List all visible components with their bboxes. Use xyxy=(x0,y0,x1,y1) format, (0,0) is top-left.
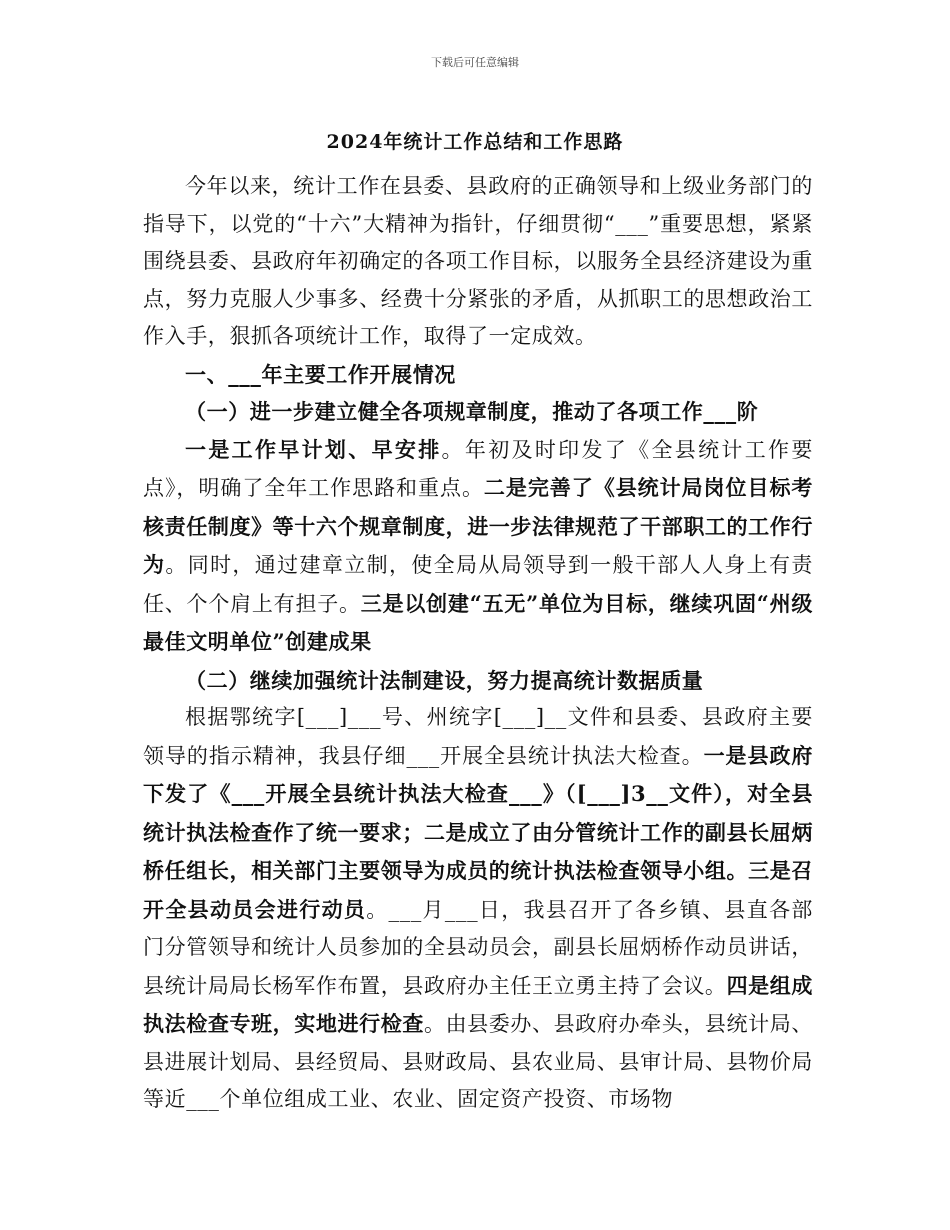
section-heading-1: 一、___年主要工作开展情况 xyxy=(185,361,456,387)
subsection-2-intro: 根据鄂统字[___]___号、州统字[___]__文件和县委、县政府主要领导的指示精神，我县仔细___开展全县统计执法大检查。 xyxy=(143,705,813,768)
subsection-2-paragraph xyxy=(143,699,813,1119)
subsection-heading-2: （二）继续加强统计法制建设，努力提高统计数据质量 xyxy=(185,667,704,693)
point-2-bold: 二是完善了《县统计局岗位目标考核责任制度》等十六个规章制度，进一步法律规范了干部职工的工作行为 xyxy=(143,475,814,577)
subsection-2-bold-a: 一是县政府下发了《___开展全县统计执法大检查___》（[___]3__文件），对全县统计执法检查作了统一要求；二是成立了由分管统计工作的副县长屈炳桥任组长，相关部门主要领导为成员的统计执法检查领导小组。三是召开全县动员会进行动员 xyxy=(143,742,813,922)
header-note: 下载后可任意编辑 xyxy=(431,56,519,69)
point-3-bold: 三是以创建“五无”单位为目标，继续巩固“州级最佳文明单位”创建成果 xyxy=(143,590,814,654)
document-title: 2024年统计工作总结和工作思路 xyxy=(326,131,624,153)
subsection-2-text-c: 。由县委办、县政府办牵头，县统计局、县进展计划局、县经贸局、县财政局、县农业局、县审计局、县物价局等近___个单位组成工业、农业、固定资产投资、市场物 xyxy=(143,1012,813,1111)
subsection-2-bold-b: 四是组成执法检查专班，实地进行检查 xyxy=(143,972,814,1036)
point-2-text: 。同时，通过建章立制，使全局从局领导到一般干部人人身上有责任、个个肩上有担子。 xyxy=(143,553,813,616)
point-1-text: 。年初及时印发了《全县统计工作要点》，明确了全年工作思路和重点。 xyxy=(143,437,813,500)
intro-paragraph: 今年以来，统计工作在县委、县政府的正确领导和上级业务部门的指导下，以党的“十六”大精神为指针，仔细贯彻“___”重要思想，紧紧围绕县委、县政府年初确定的各项工作目标，以服务全县经济建设为重点，努力克服人少事多、经费十分紧张的矛盾，从抓职工的思想政治工作入手，狠抓各项统计工作，取得了一定成效。 xyxy=(143,174,813,348)
subsection-2-text-b: 。___月___日，我县召开了各乡镇、县直各部门分管领导和统计人员参加的全县动员会，副县长屈炳桥作动员讲话，县统计局局长杨军作布置，县政府办主任王立勇主持了会议。 xyxy=(143,897,813,998)
document-body xyxy=(143,168,813,1119)
point-1-bold: 一是工作早计划、早安排 xyxy=(185,436,442,462)
subsection-1-paragraph xyxy=(143,431,813,662)
subsection-heading-1: （一）进一步建立健全各项规章制度，推动了各项工作___阶 xyxy=(185,399,759,424)
